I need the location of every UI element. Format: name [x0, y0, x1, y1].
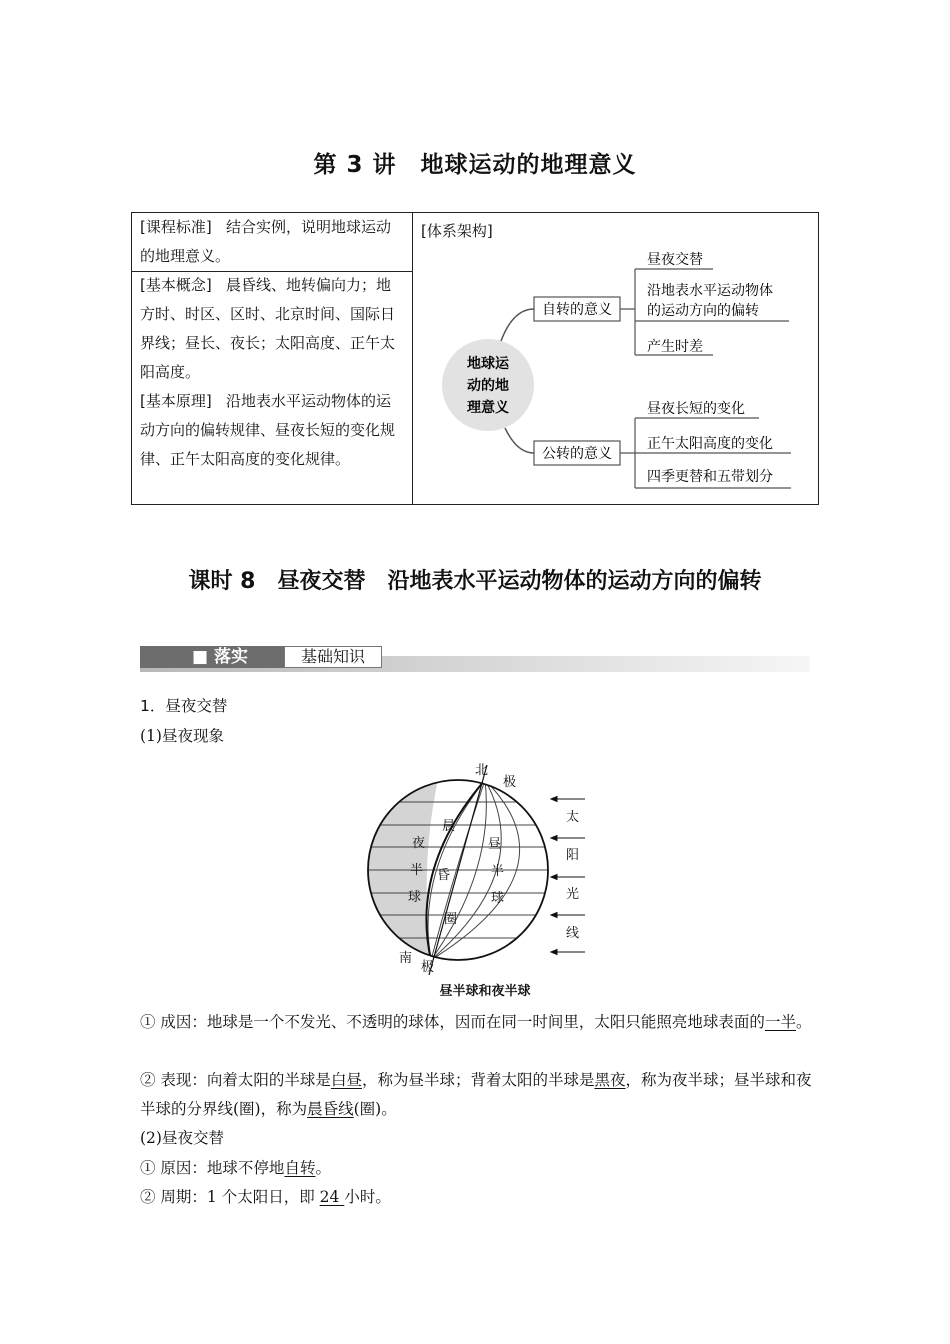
- principle-text: 沿地表水平运动物体的运动方向的偏转规律、昼夜长短的变化规律、正午太阳高度的变化规律。: [140, 392, 396, 468]
- mindmap-center-line: 动的地: [467, 378, 509, 394]
- banner-box: 基础知识: [284, 646, 382, 668]
- chapter-title: 第 3 讲 地球运动的地理意义: [313, 152, 637, 178]
- mindmap-center-line: 地球运: [467, 356, 509, 372]
- mind-map: [413, 213, 818, 504]
- mindmap-leaf: 四季更替和五带划分: [647, 469, 773, 485]
- mindmap-branch: [501, 309, 534, 341]
- mindmap-leaf: 昼夜长短的变化: [647, 401, 745, 417]
- text: (圈)。: [353, 1100, 397, 1118]
- architecture-tag: [体系架构]: [421, 222, 493, 240]
- mindmap-leaf: 正午太阳高度的变化: [647, 436, 773, 452]
- text: ② 周期：1 个太阳日，即: [140, 1188, 320, 1206]
- answer-underline: 晨昏线: [307, 1100, 354, 1118]
- text: 。: [795, 1013, 812, 1031]
- label-dawn: 晨: [442, 819, 456, 834]
- label-dusk: 圈: [444, 912, 458, 927]
- paragraph-cause: [140, 1008, 812, 1037]
- label-day: 半: [491, 864, 505, 879]
- lesson-title: 课时 8 昼夜交替 沿地表水平运动物体的运动方向的偏转: [188, 569, 762, 594]
- text: 小时。: [344, 1188, 391, 1206]
- answer-underline: 自转: [284, 1159, 316, 1177]
- course-standard: [140, 213, 406, 271]
- text: ① 成因：地球是一个不发光、不透明的球体，因而在同一时间里，太阳只能照亮地球表面的: [140, 1013, 765, 1031]
- label-day: 球: [491, 891, 505, 906]
- figure-caption: 昼半球和夜半球: [439, 984, 531, 999]
- label-dusk: 昏: [437, 868, 451, 883]
- text: ② 表现：向着太阳的半球是: [140, 1071, 331, 1089]
- concept-text: 晨昏线、地转偏向力；地方时、时区、区时、北京时间、国际日界线；昼长、夜长；太阳高度、正午太阳高度。: [140, 276, 396, 381]
- standard-tag: [课程标准]: [140, 218, 212, 236]
- mindmap-leaf: 昼夜交替: [647, 252, 703, 268]
- section-banner: [140, 644, 810, 672]
- text: ，称为夜半球；昼半球和夜半球的分界线(圈)，称为: [140, 1071, 812, 1118]
- mindmap-branch: [505, 428, 534, 453]
- label-night: 球: [408, 890, 422, 905]
- mindmap-center-line: 理意义: [467, 400, 509, 416]
- basic-concepts: [140, 271, 406, 387]
- answer-underline: 一半: [764, 1013, 796, 1031]
- label-sunlight: 光: [566, 887, 580, 902]
- globe-grid: [355, 780, 585, 960]
- mindmap-revolution-label: 公转的意义: [542, 446, 612, 462]
- banner-dark: [140, 646, 284, 668]
- banner-dark-label: ■ 落实: [192, 647, 248, 667]
- paragraph-period: [140, 1183, 812, 1212]
- mindmap-leaf: 的运动方向的偏转: [647, 303, 759, 319]
- text: ① 原因：地球不停地: [140, 1159, 285, 1177]
- mindmap-connector: [620, 269, 645, 355]
- label-sunlight: 阳: [566, 848, 580, 863]
- night-hemisphere: [368, 757, 443, 979]
- label-sunlight: 线: [566, 926, 580, 941]
- label-south: 极: [421, 960, 435, 975]
- label-north: 极: [503, 775, 517, 790]
- principle-tag: [基本原理]: [140, 392, 212, 410]
- answer-underline: 24: [319, 1188, 345, 1206]
- label-south: 南: [399, 951, 413, 966]
- mindmap-leaf: 产生时差: [647, 339, 703, 355]
- text: 。: [315, 1159, 331, 1177]
- day-night-figure: [355, 757, 595, 979]
- label-night: 夜: [412, 836, 426, 851]
- answer-underline: 黑夜: [594, 1071, 626, 1089]
- label-sunlight: 太: [566, 810, 580, 825]
- basic-principles: [140, 387, 406, 474]
- mindmap-leaf: 沿地表水平运动物体: [647, 283, 773, 299]
- subheading: (1)昼夜现象: [140, 727, 224, 745]
- standard-text: 结合实例，说明地球运动的地理意义。: [140, 218, 392, 265]
- answer-underline: 白昼: [330, 1071, 362, 1089]
- label-north: 北: [475, 763, 489, 778]
- label-night: 半: [410, 863, 424, 878]
- subheading: (2)昼夜交替: [140, 1129, 224, 1147]
- text: ，称为昼半球；背着太阳的半球是: [361, 1071, 595, 1089]
- paragraph-manifestation: [140, 1066, 812, 1124]
- paragraph-reason: [140, 1154, 812, 1183]
- overview-table: [131, 212, 819, 505]
- label-day: 昼: [488, 837, 502, 852]
- mindmap-rotation-label: 自转的意义: [542, 302, 612, 318]
- mindmap-connector: [620, 418, 645, 488]
- section-heading: 1．昼夜交替: [140, 697, 228, 715]
- concept-tag: [基本概念]: [140, 276, 212, 294]
